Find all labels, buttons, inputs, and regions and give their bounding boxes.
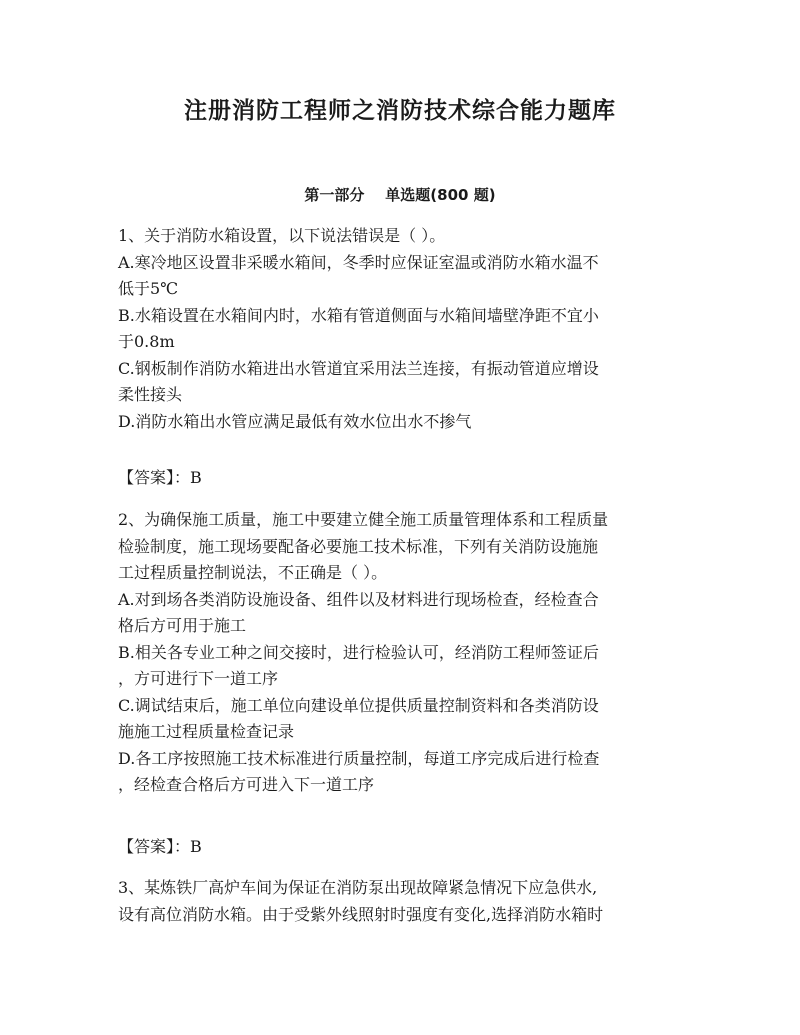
- option-b: B.相关各专业工种之间交接时，进行检验认可，经消防工程师签证后: [118, 642, 599, 662]
- option-c-continued: 柔性接头: [118, 385, 183, 404]
- option-d-continued: ，经检查合格后方可进入下一道工序: [118, 775, 375, 794]
- option-b-continued: ，方可进行下一道工序: [118, 669, 279, 688]
- option-b-continued: 于0.8m: [118, 332, 175, 351]
- question-stem-continued: 工过程质量控制说法，不正确是（ ）。: [118, 563, 388, 582]
- option-c-continued: 施施工过程质量检查记录: [118, 722, 295, 741]
- question-stem-continued: 检验制度，施工现场要配备必要施工技术标准，下列有关消防设施施: [118, 536, 599, 556]
- option-c: C.调试结束后，施工单位向建设单位提供质量控制资料和各类消防设: [118, 695, 599, 715]
- question-stem: 1、关于消防水箱设置，以下说法错误是（ ）。: [118, 226, 446, 245]
- section-heading: 第一部分 单选题(800 题): [304, 186, 496, 204]
- answer-1: [118, 465, 688, 492]
- option-a-continued: 低于5℃: [118, 279, 179, 298]
- option-b: B.水箱设置在水箱间内时，水箱有管道侧面与水箱间墙壁净距不宜小: [118, 305, 599, 325]
- option-c: C.钢板制作消防水箱进出水管道宜采用法兰连接，有振动管道应增设: [118, 358, 599, 378]
- answer-text: 【答案】：B: [118, 837, 202, 856]
- option-a: A.对到场各类消防设施设备、组件以及材料进行现场检查，经检查合: [118, 589, 599, 609]
- question-1: [118, 223, 688, 435]
- option-a-continued: 格后方可用于施工: [118, 616, 247, 635]
- option-d: D.消防水箱出水管应满足最低有效水位出水不掺气: [118, 411, 472, 431]
- page-title: 注册消防工程师之消防技术综合能力题库: [184, 97, 616, 124]
- question-stem-continued: 设有高位消防水箱。由于受紫外线照射时强度有变化,选择消防水箱时: [118, 904, 604, 924]
- question-stem: 2、为确保施工质量，施工中要建立健全施工质量管理体系和工程质量: [118, 510, 609, 529]
- question-stem: 3、某炼铁厂高炉车间为保证在消防泵出现故障紧急情况下应急供水,: [118, 878, 598, 897]
- question-2: [118, 507, 688, 799]
- question-3: [118, 875, 688, 928]
- option-d: D.各工序按照施工技术标准进行质量控制，每道工序完成后进行检查: [118, 748, 600, 768]
- answer-text: 【答案】：B: [118, 468, 202, 487]
- option-a: A.寒冷地区设置非采暖水箱间，冬季时应保证室温或消防水箱水温不: [118, 252, 599, 272]
- answer-2: [118, 834, 688, 861]
